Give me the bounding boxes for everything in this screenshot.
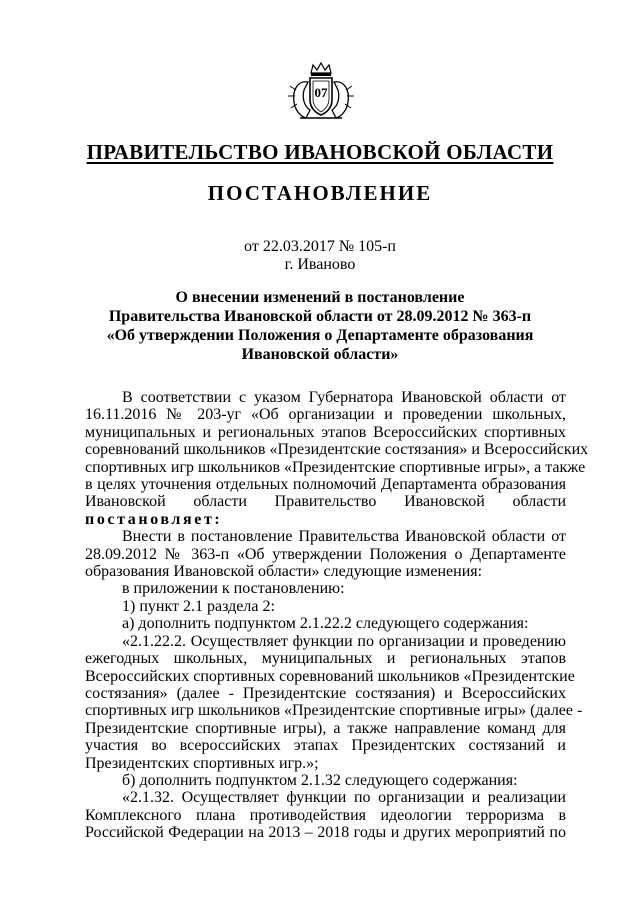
city: г. Иваново [284, 256, 356, 273]
body-line: образования Ивановской области» следующие изменения: [85, 563, 483, 581]
body-line: муниципальных и региональных этапов Всероссийских спортивных [85, 423, 566, 441]
government-heading: ПРАВИТЕЛЬСТВО ИВАНОВСКОЙ ОБЛАСТИ [86, 140, 554, 164]
body-line: Ивановской области Правительство Ивановской области [85, 493, 566, 511]
body-line: ежегодных школьных, муниципальных и региональных этапов [85, 650, 566, 668]
body-line: Российской Федерации на 2013 – 2018 годы и других мероприятий по [85, 824, 566, 842]
body-line: Внести в постановление Правительства Ивановской области от [122, 528, 566, 546]
body-line: в целях уточнения отдельных полномочий Департамента образования [85, 476, 566, 494]
title-line: Ивановской области» [241, 346, 399, 363]
body-line: в приложении к постановлению: [122, 580, 345, 598]
body-line: 1) пункт 2.1 раздела 2: [122, 597, 275, 615]
document-type-heading: ПОСТАНОВЛЕНИЕ [207, 181, 433, 205]
body-line: 16.11.2016 № 203-уг «Об организации и проведении школьных, [85, 406, 566, 424]
document-meta [0, 238, 640, 274]
title-line: О внесении изменений в постановление [175, 289, 465, 306]
document-body [85, 389, 589, 842]
date-number: от 22.03.2017 № 105-п [244, 238, 396, 255]
body-line: спортивных игр школьников «Президентские спортивные игры», а также [85, 458, 586, 476]
body-line: спортивных игр школьников «Президентские спортивные игры» (далее - [85, 702, 583, 720]
body-line: а) дополнить подпунктом 2.1.22.2 следующего содержания: [122, 615, 529, 633]
body-line: В соответствии с указом Губернатора Ивановской области от [122, 389, 566, 406]
body-line: участия во всероссийских этапах Президентских состязаний и [85, 737, 566, 755]
body-line: «2.1.32. Осуществляет функции по организации и реализации [122, 789, 566, 807]
title-line: Правительства Ивановской области от 28.09.2012 № 363-п [108, 308, 532, 325]
title-line: «Об утверждении Положения о Департаменте образования [106, 327, 534, 344]
emblem-text: 07 [314, 85, 328, 100]
body-line: состязания» (далее - Президентские состязания) и Всероссийских [85, 684, 566, 702]
coat-of-arms-icon [286, 60, 356, 122]
body-line: Комплексного плана противодействия идеологии терроризма в [85, 806, 566, 824]
document-title [0, 288, 640, 364]
body-line: Президентские спортивные игры), а также направление команд для [85, 719, 566, 737]
body-line: б) дополнить подпунктом 2.1.32 следующего содержания: [122, 771, 518, 789]
body-line: Президентских спортивных игр.»; [85, 754, 319, 772]
body-line: 28.09.2012 № 363-п «Об утверждении Положения о Департаменте [85, 545, 566, 563]
resolution-word: постановляет: [85, 510, 223, 528]
body-line: «2.1.22.2. Осуществляет функции по организации и проведению [122, 632, 566, 650]
body-line: Всероссийских спортивных соревнований школьников «Президентские [85, 667, 575, 685]
body-line: соревнований школьников «Президентские состязания» и Всероссийских [85, 441, 589, 459]
